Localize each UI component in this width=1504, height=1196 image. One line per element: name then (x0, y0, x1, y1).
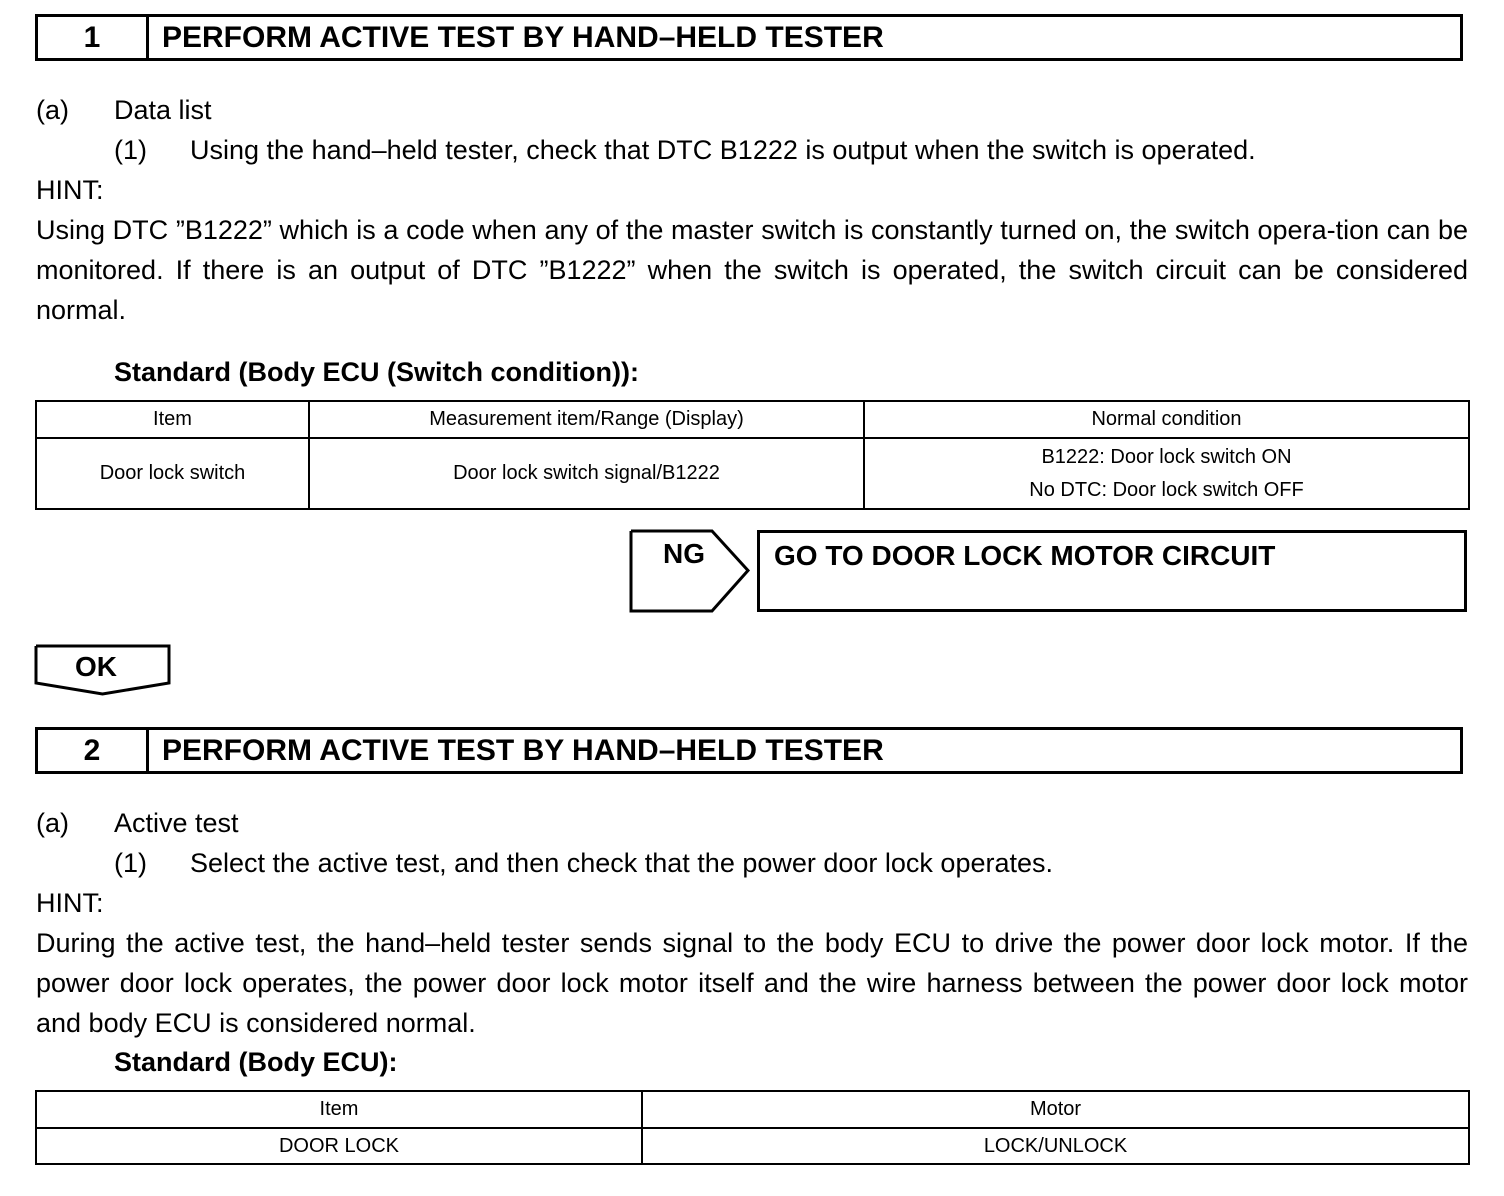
step-1-hint-label: HINT: (36, 175, 104, 205)
step-2-title: PERFORM ACTIVE TEST BY HAND–HELD TESTER (162, 734, 884, 767)
table-header-normal-condition: Normal condition (864, 401, 1469, 438)
table-header-item: Item (36, 401, 309, 438)
step-1-sub-1-marker: (1) (114, 135, 147, 165)
cell-item: Door lock switch (36, 438, 309, 509)
ng-label: NG (663, 538, 705, 569)
table-header-row (36, 1091, 1469, 1128)
step-2-header (35, 727, 1463, 774)
cell-item: DOOR LOCK (36, 1128, 642, 1164)
step-2-sub-1-marker: (1) (114, 848, 147, 878)
step-2-spec-table (35, 1090, 1470, 1165)
step-2-sub-a-text: Active test (114, 808, 239, 838)
ng-arrow (629, 529, 753, 614)
table-row (36, 438, 1469, 509)
step-2-hint-label: HINT: (36, 888, 104, 918)
ng-result-text: GO TO DOOR LOCK MOTOR CIRCUIT (774, 540, 1276, 571)
cell-measurement: Door lock switch signal/B1222 (309, 438, 864, 509)
table-header-row (36, 401, 1469, 438)
step-1-header (35, 14, 1463, 61)
normal-condition-line-1: B1222: Door lock switch ON (1041, 445, 1292, 468)
step-1-standard-label: Standard (Body ECU (Switch condition)): (114, 357, 639, 387)
step-2-sub-a-marker: (a) (36, 808, 69, 838)
table-row (36, 1128, 1469, 1164)
step-2-standard-label: Standard (Body ECU): (114, 1047, 398, 1077)
table-header-measurement: Measurement item/Range (Display) (309, 401, 864, 438)
table-header-item: Item (36, 1091, 642, 1128)
step-2-number: 2 (38, 730, 149, 771)
table-header-motor: Motor (642, 1091, 1469, 1128)
step-1-number: 1 (38, 17, 149, 58)
cell-motor: LOCK/UNLOCK (642, 1128, 1469, 1164)
cell-normal-condition (864, 438, 1469, 509)
normal-condition-line-2: No DTC: Door lock switch OFF (1029, 478, 1304, 501)
step-1-sub-a-marker: (a) (36, 95, 69, 125)
step-1-sub-1-text: Using the hand–held tester, check that DTC B1222 is output when the switch is operated. (190, 135, 1256, 165)
step-1-hint-text: Using DTC ”B1222” which is a code when any of the master switch is constantly turned on, the switch opera-tion can be monitored. If there is an output of DTC ”B1222” when the switch is operated, the switch circuit can be considered normal. (36, 215, 1468, 325)
step-1-sub-a-text: Data list (114, 95, 212, 125)
step-2-sub-1-text: Select the active test, and then check that the power door lock operates. (190, 848, 1054, 878)
step-1-spec-table (35, 400, 1470, 510)
ng-result-box (757, 530, 1467, 612)
step-1-title: PERFORM ACTIVE TEST BY HAND–HELD TESTER (162, 21, 884, 54)
ok-arrow (34, 644, 172, 696)
step-2-hint-text: During the active test, the hand–held tester sends signal to the body ECU to drive the power door lock motor. If the power door lock operates, the power door lock motor itself and the wire harness between the power door lock motor and body ECU is considered normal. (36, 928, 1468, 1038)
ok-label: OK (75, 651, 117, 682)
